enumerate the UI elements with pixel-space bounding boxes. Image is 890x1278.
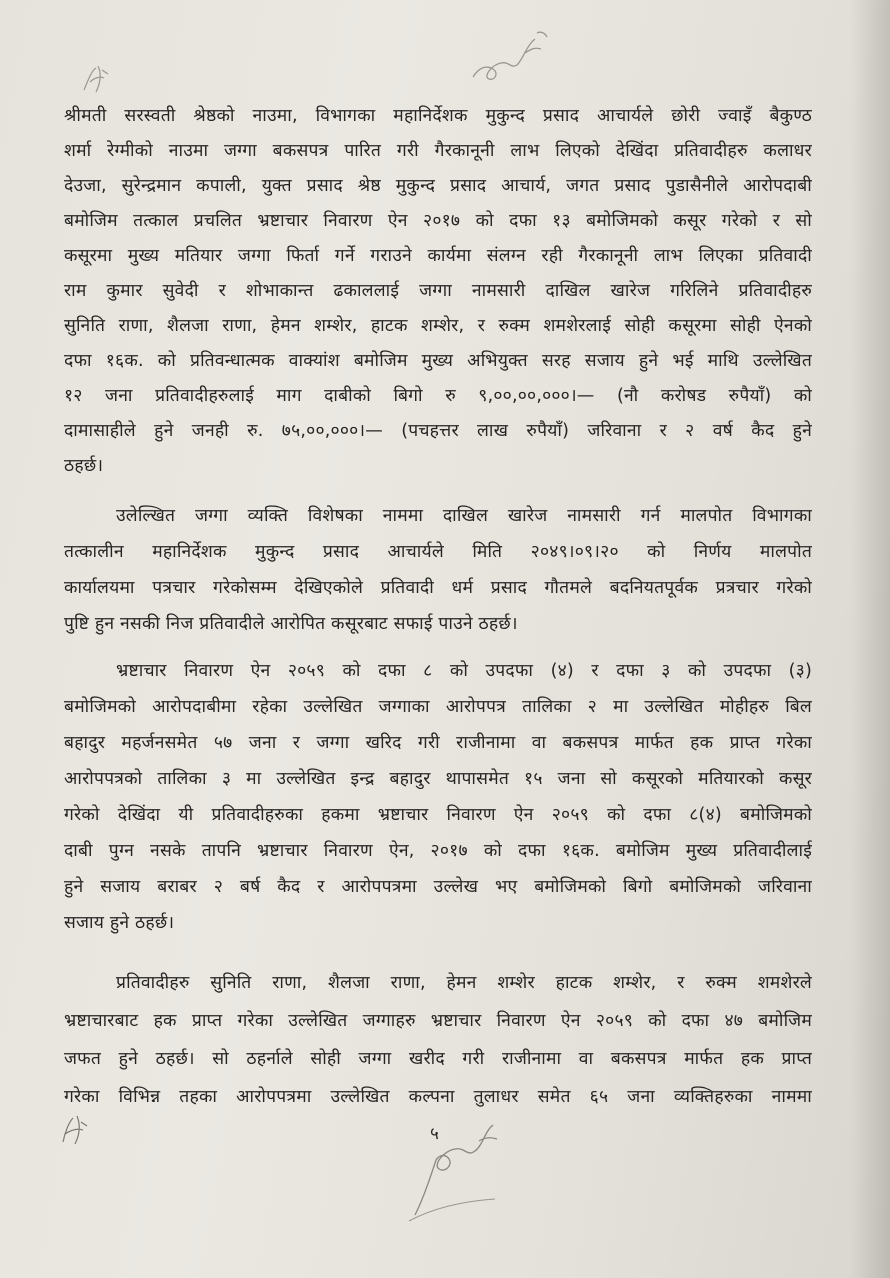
text-line: गरेको देखिंदा यी प्रतिवादीहरुका हकमा भ्रष्टाचार निवारण ऐन २०५९ को दफा ८(४) बमोजिमको: [64, 805, 812, 825]
text-line: दामासाहीले हुने जनही रु. ७५,००,०००।— (पचहत्तर लाख रुपैयाँ) जरिवाना र २ वर्ष कैद हुने: [64, 421, 812, 441]
text-line: पुष्टि हुन नसकी निज प्रतिवादीले आरोपित कसूरबाट सफाई पाउने ठहर्छ।: [64, 614, 518, 634]
text-line: श्रीमती सरस्वती श्रेष्ठको नाउमा, विभागका महानिर्देशक मुकुन्द प्रसाद आचार्यले छोरी ज्वाइँ बैकुण्ठ: [64, 106, 812, 126]
text-line: कसूरमा मुख्य मतियार जग्गा फिर्ता गर्ने गराउने कार्यमा संलग्न रही गैरकानूनी लाभ लिएका प्रतिवादी: [64, 246, 812, 266]
text-line: राम कुमार सुवेदी र शोभाकान्त ढकाललाई जग्गा नामसारी दाखिल खारेज गरिलिने प्रतिवादीहरु: [64, 281, 812, 301]
initials-mark-top-left: [78, 60, 118, 100]
text-line: गरेका विभिन्न तहका आरोपपत्रमा उल्लेखित कल्पना तुलाधर समेत ६५ जना व्यक्तिहरुका नाममा: [64, 1087, 812, 1107]
text-line: तत्कालीन महानिर्देशक मुकुन्द प्रसाद आचार्यले मिति २०४९।०९।२० को निर्णय मालपोत: [64, 542, 812, 562]
text-line: दफा १६क. को प्रतिवन्धात्मक वाक्यांश बमोजिम मुख्य अभियुक्त सरह सजाय हुने भई माथि उल्लेखित: [64, 351, 812, 371]
text-line: १२ जना प्रतिवादीहरुलाई माग दाबीको बिगो रु ९,००,००,०००।— (नौ करोषड रुपैयाँ) को: [64, 386, 812, 406]
text-line: बमोजिम तत्काल प्रचलित भ्रष्टाचार निवारण ऐन २०१७ को दफा १३ बमोजिमको कसूर गरेको र सो: [64, 211, 812, 231]
text-line: उलेल्खित जग्गा व्यक्ति विशेषका नाममा दाखिल खारेज नामसारी गर्न मालपोत विभागका: [116, 506, 812, 526]
text-line: दाबी पुग्न नसके तापनि भ्रष्टाचार निवारण ऐन, २०१७ को दफा १६क. बमोजिम मुख्य प्रतिवादीलाई: [64, 841, 812, 861]
text-line: बमोजिमको आरोपदाबीमा रहेका उल्लेखित जग्गाका आरोपपत्र तालिका २ मा उल्लेखित मोहीहरु बिल: [64, 697, 812, 717]
text-line: सजाय हुने ठहर्छ।: [64, 913, 175, 933]
page-edge-shadow: [850, 0, 890, 1278]
text-line: सुनिति राणा, शैलजा राणा, हेमन शम्शेर, हाटक शम्शेर, र रुक्म शमशेरलाई सोही कसूरमा सोही ऐनको: [64, 316, 812, 336]
signature-mark-top: [465, 25, 555, 95]
text-line: आरोपपत्रको तालिका ३ मा उल्लेखित इन्द्र बहादुर थापासमेत १५ जना सो कसूरको मतियारको कसूर: [64, 769, 812, 789]
text-line: देउजा, सुरेन्द्रमान कपाली, युक्त प्रसाद श्रेष्ठ मुकुन्द प्रसाद आचार्य, जगत प्रसाद पुडासैनीले आरोपदाबी: [64, 176, 812, 196]
text-line: भ्रष्टाचारबाट हक प्राप्त गरेका उल्लेखित जग्गाहरु भ्रष्टाचार निवारण ऐन २०५९ को दफा ४७ बमोजिम: [64, 1011, 812, 1031]
text-line: कार्यालयमा पत्रचार गरेकोसम्म देखिएकोले प्रतिवादी धर्म प्रसाद गौतमले बदनियतपूर्वक प्रत्रचार गरेको: [64, 578, 812, 598]
page-number: ५: [430, 1124, 439, 1144]
text-line: प्रतिवादीहरु सुनिति राणा, शैलजा राणा, हेमन शम्शेर हाटक शम्शेर, र रुक्म शमशेरले: [116, 973, 812, 993]
text-line: जफत हुने ठहर्छ। सो ठहर्नाले सोही जग्गा खरीद गरी राजीनामा वा बकसपत्र मार्फत हक प्राप्त: [64, 1049, 812, 1069]
text-line: बहादुर महर्जनसमेत ५७ जना र जग्गा खरिद गरी राजीनामा वा बकसपत्र मार्फत हक प्राप्त गरेका: [64, 733, 812, 753]
text-line: शर्मा रेग्मीको नाउमा जग्गा बकसपत्र पारित गरी गैरकानूनी लाभ लिएको देखिंदा प्रतिवादीहरु कलाधर: [64, 141, 812, 161]
initials-mark-bottom-left: [55, 1110, 95, 1150]
text-line: हुने सजाय बराबर २ बर्ष कैद र आरोपपत्रमा उल्लेख भए बमोजिमको बिगो बमोजिमको जरिवाना: [64, 877, 812, 897]
text-line: भ्रष्टाचार निवारण ऐन २०५९ को दफा ८ को उपदफा (४) र दफा ३ को उपदफा (३): [116, 661, 812, 681]
text-line: ठहर्छ।: [64, 456, 104, 476]
signature-mark-bottom: [405, 1115, 505, 1225]
